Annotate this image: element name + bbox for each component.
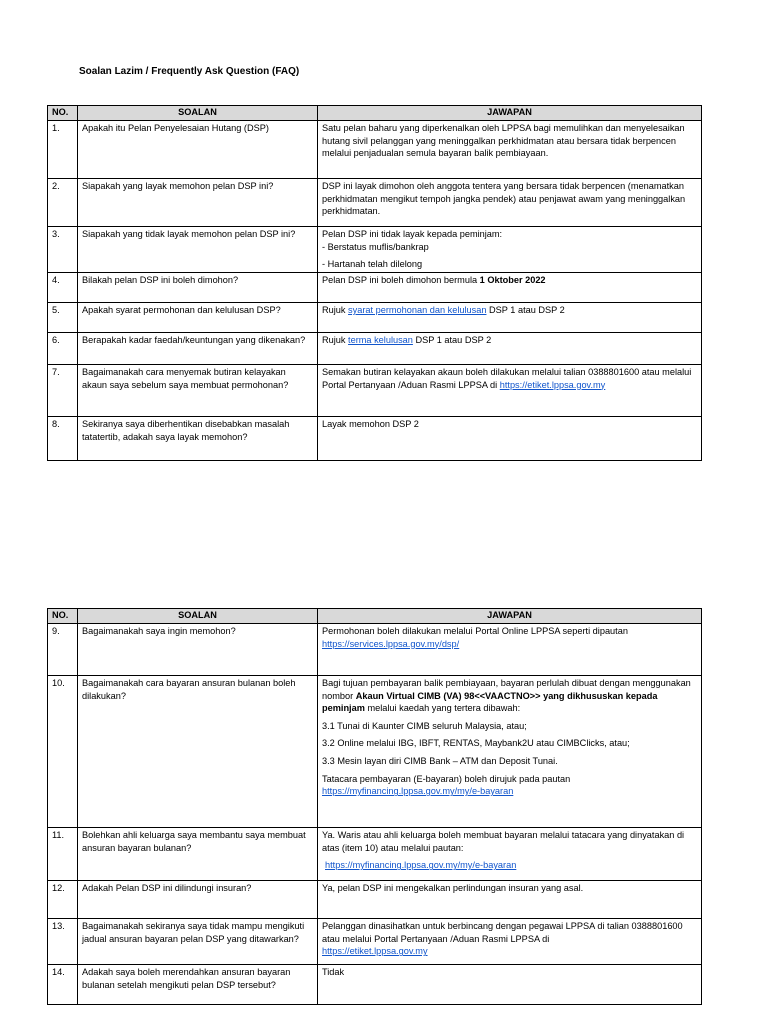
answer-text: Rujuk: [322, 305, 349, 315]
row-answer: [318, 303, 702, 333]
row-answer: [318, 273, 702, 303]
row-question: Bagaimanakah cara bayaran ansuran bulanan boleh dilakukan?: [78, 676, 318, 828]
answer-text: Ya. Waris atau ahli keluarga boleh membuat bayaran melalui tatacara yang dinyatakan di atas (item 10) atau melalui pautan:: [322, 830, 685, 853]
header-no: NO.: [48, 609, 78, 624]
header-jawapan: JAWAPAN: [318, 106, 702, 121]
services-link[interactable]: https://services.lppsa.gov.my/dsp/: [322, 638, 460, 649]
table-row: [48, 676, 702, 828]
virtual-account: Akaun Virtual CIMB (VA) 98<<VAACTNO>> yang dikhususkan kepada peminjam: [322, 690, 658, 714]
row-no: 4.: [48, 273, 78, 303]
row-no: 2.: [48, 179, 78, 227]
row-no: 3.: [48, 227, 78, 273]
row-answer: [318, 676, 702, 828]
row-question: Bilakah pelan DSP ini boleh dimohon?: [78, 273, 318, 303]
table-row: [48, 365, 702, 417]
table-row: [48, 624, 702, 676]
answer-text-post: melalui kaedah yang tertera dibawah:: [364, 703, 521, 714]
row-answer: Layak memohon DSP 2: [318, 417, 702, 461]
syarat-link[interactable]: syarat permohonan dan kelulusan: [348, 305, 487, 315]
table-row: [48, 179, 702, 227]
row-question: Bagaimanakah cara menyemak butiran kelayakan akaun saya sebelum saya membuat permohonan?: [78, 365, 318, 417]
row-question: Berapakah kadar faedah/keuntungan yang dikenakan?: [78, 333, 318, 365]
row-answer: Tidak: [318, 965, 702, 1005]
row-question: Siapakah yang tidak layak memohon pelan DSP ini?: [78, 227, 318, 273]
row-no: 14.: [48, 965, 78, 1005]
payment-method: 3.1 Tunai di Kaunter CIMB seluruh Malaysia, atau;: [322, 720, 527, 731]
row-no: 11.: [48, 828, 78, 881]
answer-text: [322, 677, 697, 715]
answer-intro: Pelan DSP ini tidak layak kepada peminjam:: [322, 229, 503, 239]
row-question: Bagaimanakah sekiranya saya tidak mampu mengikuti jadual ansuran bayaran pelan DSP yang ditawarkan?: [78, 919, 318, 965]
row-no: 6.: [48, 333, 78, 365]
table-row: [48, 333, 702, 365]
answer-item: - Berstatus muflis/bankrap: [322, 241, 429, 252]
faq-table-2: [47, 608, 702, 1005]
row-question: Siapakah yang layak memohon pelan DSP ini?: [78, 179, 318, 227]
terma-link[interactable]: terma kelulusan: [348, 335, 413, 345]
table-row: [48, 121, 702, 179]
answer-text: Pelanggan dinasihatkan untuk berbincang dengan pegawai LPPSA di talian 0388801600 atau melalui Portal Pertanyaan /Aduan Rasmi LPPSA di: [322, 921, 683, 944]
row-no: 13.: [48, 919, 78, 965]
row-question: Adakah Pelan DSP ini dilindungi insuran?: [78, 881, 318, 919]
row-no: 8.: [48, 417, 78, 461]
row-question: Sekiranya saya diberhentikan disebabkan masalah tatatertib, adakah saya layak memohon?: [78, 417, 318, 461]
answer-text: DSP 1 atau DSP 2: [412, 335, 492, 345]
row-answer: [318, 365, 702, 417]
row-answer: Ya, pelan DSP ini mengekalkan perlindungan insuran yang asal.: [318, 881, 702, 919]
row-no: 12.: [48, 881, 78, 919]
document-title: Soalan Lazim / Frequently Ask Question (FAQ): [79, 66, 300, 77]
row-answer: Satu pelan baharu yang diperkenalkan oleh LPPSA bagi memulihkan dan menyelesaikan hutang sivil pelanggan yang meninggalkan perkhidmatan atau bersara tidak berpencen melalui penjadualan semula bayaran balik pembiayaan.: [318, 121, 702, 179]
row-question: Bagaimanakah saya ingin memohon?: [78, 624, 318, 676]
row-question: Apakah itu Pelan Penyelesaian Hutang (DSP): [78, 121, 318, 179]
row-question: Apakah syarat permohonan dan kelulusan DSP?: [78, 303, 318, 333]
answer-text: Tatacara pembayaran (E-bayaran) boleh dirujuk pada pautan: [322, 773, 571, 784]
answer-text: Rujuk: [322, 335, 349, 345]
header-no: NO.: [48, 106, 78, 121]
table-row: [48, 828, 702, 881]
answer-text-pre: Bagi tujuan pembayaran balik pembiayaan, bayaran perlulah dibuat dengan menggunakan nombor: [322, 678, 691, 701]
row-no: 9.: [48, 624, 78, 676]
row-no: 5.: [48, 303, 78, 333]
row-question: Bolehkan ahli keluarga saya membantu saya membuat ansuran bayaran bulanan?: [78, 828, 318, 881]
etiket-link[interactable]: https://etiket.lppsa.gov.my: [499, 379, 606, 390]
table-row: [48, 273, 702, 303]
row-answer: [318, 919, 702, 965]
answer-text: DSP 1 atau DSP 2: [486, 305, 565, 315]
table-header-row: [48, 609, 702, 624]
row-no: 10.: [48, 676, 78, 828]
table-row: [48, 417, 702, 461]
header-soalan: SOALAN: [78, 106, 318, 121]
answer-text: Semakan butiran kelayakan akaun boleh dilakukan melalui talian 0388801600 atau melalui Portal Pertanyaan /Aduan Rasmi LPPSA di: [322, 367, 692, 390]
row-answer: [318, 828, 702, 881]
ebayaran-link[interactable]: https://myfinancing.lppsa.gov.my/my/e-bayaran: [325, 860, 517, 871]
etiket-link[interactable]: https://etiket.lppsa.gov.my: [322, 946, 428, 957]
answer-text: Permohonan boleh dilakukan melalui Portal Online LPPSA seperti dipautan: [322, 626, 628, 636]
answer-date: 1 Oktober 2022: [479, 275, 546, 285]
table-row: [48, 303, 702, 333]
header-soalan: SOALAN: [78, 609, 318, 624]
row-answer: [318, 333, 702, 365]
row-no: 7.: [48, 365, 78, 417]
payment-method: 3.3 Mesin layan diri CIMB Bank – ATM dan Deposit Tunai.: [322, 755, 558, 766]
table-row: [48, 881, 702, 919]
row-answer: DSP ini layak dimohon oleh anggota tentera yang bersara tidak berpencen (menamatkan perkhidmatan mengikut tempoh jangka pendek) atau penjawat awam yang meninggalkan perkhidmatan.: [318, 179, 702, 227]
table-row: [48, 965, 702, 1005]
table-row: [48, 227, 702, 273]
row-no: 1.: [48, 121, 78, 179]
ebayaran-link[interactable]: https://myfinancing.lppsa.gov.my/my/e-bayaran: [322, 786, 514, 797]
faq-table-1: [47, 105, 702, 461]
row-answer: [318, 624, 702, 676]
row-question: Adakah saya boleh merendahkan ansuran bayaran bulanan setelah mengikuti pelan DSP tersebut?: [78, 965, 318, 1005]
answer-item: - Hartanah telah dilelong: [322, 259, 423, 270]
table-header-row: [48, 106, 702, 121]
table-row: [48, 919, 702, 965]
row-answer: [318, 227, 702, 273]
answer-text: Pelan DSP ini boleh dimohon bermula: [322, 275, 480, 285]
header-jawapan: JAWAPAN: [318, 609, 702, 624]
payment-method: 3.2 Online melalui IBG, IBFT, RENTAS, Maybank2U atau CIMBClicks, atau;: [322, 738, 630, 749]
